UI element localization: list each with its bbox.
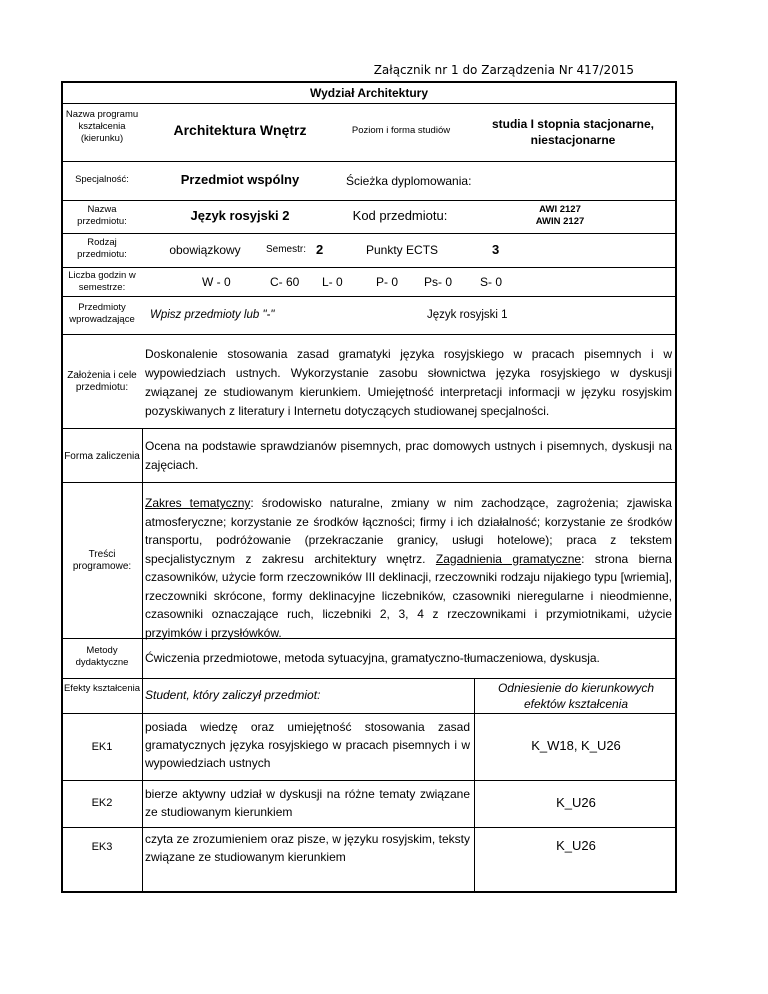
type-value: obowiązkowy bbox=[169, 243, 241, 257]
path-label: Ścieżka dyplomowania: bbox=[346, 174, 472, 188]
grammar-text: : strona bierna czasowników, użycie form rzeczowników III deklinacji, rzeczowniki rodzaju nijakiego typu [wriemia], rzeczowniki skrócone, formy deklinacyjne liczebników, czasowniki nieregularne i nieodmienne, czasowniki oznaczające ruch, liczebniki 2, 3, 4 z rzeczownikami i przymiotnikami, użycie przyimków i przysłówków. bbox=[145, 551, 672, 640]
attachment-note: Załącznik nr 1 do Zarządzenia Nr 417/2015 bbox=[373, 63, 634, 77]
student-header: Student, który zaliczył przedmiot: bbox=[145, 688, 321, 702]
prereq-hint: Wpisz przedmioty lub "-" bbox=[150, 309, 275, 321]
ek2-text: bierze aktywny udział w dyskusji na różne tematy związane ze studiowanym kierunkiem bbox=[145, 787, 470, 819]
program-value: Architektura Wnętrz bbox=[173, 122, 307, 138]
semester-label: Semestr: bbox=[266, 244, 307, 255]
column-divider bbox=[142, 428, 143, 893]
scope-label: Zakres tematyczny bbox=[145, 496, 251, 510]
outcomes-label: Efekty kształcenia bbox=[63, 683, 141, 694]
divider bbox=[61, 482, 677, 483]
divider bbox=[61, 233, 677, 234]
hours-w: W - 0 bbox=[202, 275, 231, 289]
subject-value: Język rosyjski 2 bbox=[190, 208, 290, 223]
divider bbox=[61, 428, 677, 429]
hours-l: L- 0 bbox=[322, 275, 343, 289]
hours-label: Liczba godzin w semestrze: bbox=[68, 270, 136, 293]
divider bbox=[61, 827, 677, 828]
level-value: studia I stopnia stacjonarne, niestacjonarne bbox=[491, 117, 655, 147]
methods-label: Metody dydaktyczne bbox=[75, 645, 129, 668]
divider bbox=[61, 678, 677, 679]
program-label: Nazwa programu kształcenia (kierunku) bbox=[65, 109, 139, 144]
code-value-1: AWI 2127 bbox=[539, 204, 581, 215]
content-label: Treści programowe: bbox=[72, 549, 132, 572]
grammar-label: Zagadnienia gramatyczne bbox=[435, 551, 582, 566]
hours-s: S- 0 bbox=[480, 275, 503, 289]
divider bbox=[61, 103, 677, 104]
ek1-text: posiada wiedzę oraz umiejętność stosowania zasad gramatycznych języka rosyjskiego w pracach pisemnych i w wypowiedziach ustnych bbox=[145, 720, 470, 770]
specialty-value: Przedmiot wspólny bbox=[180, 172, 300, 187]
hours-c: C- 60 bbox=[270, 275, 300, 289]
subject-label: Nazwa przedmiotu: bbox=[77, 204, 127, 227]
divider bbox=[61, 713, 677, 714]
methods-text: Ćwiczenia przedmiotowe, metoda sytuacyjna, gramatyczno-tłumaczeniowa, dyskusja. bbox=[145, 651, 600, 665]
ek1-ref: K_W18, K_U26 bbox=[531, 738, 621, 753]
ek1-code: EK1 bbox=[91, 741, 113, 753]
hours-p: P- 0 bbox=[376, 275, 399, 289]
divider bbox=[61, 296, 677, 297]
faculty-title: Wydział Architektury bbox=[309, 86, 429, 100]
divider bbox=[61, 200, 677, 201]
level-label: Poziom i forma studiów bbox=[351, 125, 451, 136]
assessment-label: Forma zaliczenia bbox=[64, 451, 140, 462]
prereq-label: Przedmioty wprowadzające bbox=[69, 302, 135, 325]
goals-text: Doskonalenie stosowania zasad gramatyki języka rosyjskiego w pracach pisemnych i w wypowiedziach ustnych. Wykorzystanie zasobu słownictwa języka rosyjskiego w dyskusji związanej ze studiowanym kierunkiem. Umiejętność interpretacji informacji w języku rosyjskim pozyskiwanych z literatury i Internetu dotyczących studiowanej specjalności. bbox=[145, 347, 672, 418]
semester-value: 2 bbox=[316, 242, 324, 257]
ek2-code: EK2 bbox=[91, 797, 113, 809]
ek3-text: czyta ze zrozumieniem oraz pisze, w języku rosyjskim, teksty związane ze studiowanym kierunkiem bbox=[145, 832, 470, 864]
type-label: Rodzaj przedmiotu: bbox=[77, 237, 127, 260]
divider bbox=[61, 267, 677, 268]
assessment-text: Ocena na podstawie sprawdzianów pisemnych, prac domowych ustnych i pisemnych, dyskusji na zajęciach. bbox=[145, 439, 672, 472]
column-divider bbox=[474, 678, 475, 893]
divider bbox=[61, 161, 677, 162]
divider bbox=[61, 334, 677, 335]
specialty-label: Specjalność: bbox=[75, 174, 129, 185]
content-text bbox=[145, 494, 672, 642]
prereq-value: Język rosyjski 1 bbox=[427, 309, 508, 321]
code-value-2: AWIN 2127 bbox=[535, 216, 585, 227]
ek3-code: EK3 bbox=[91, 841, 113, 853]
scope-text: : środowisko naturalne, zmiany w nim zachodzące, zagrożenia; zjawiska atmosferyczne; korzystanie ze środków łączności; firmy i ich działalność; korzystanie ze środków transportu, podróżowanie (przekraczanie granicy, usługi hotelowe); praca z tekstem specjalistycznym z zakresu architektury wnętrz. bbox=[145, 496, 672, 566]
ref-header: Odniesienie do kierunkowych efektów kształcenia bbox=[497, 681, 655, 711]
ects-value: 3 bbox=[492, 242, 500, 257]
code-label: Kod przedmiotu: bbox=[352, 208, 448, 223]
divider bbox=[61, 780, 677, 781]
ek3-ref: K_U26 bbox=[556, 838, 596, 853]
hours-ps: Ps- 0 bbox=[424, 275, 453, 289]
goals-label: Założenia i cele przedmiotu: bbox=[67, 370, 137, 393]
ects-label: Punkty ECTS bbox=[366, 243, 439, 257]
ek2-ref: K_U26 bbox=[556, 795, 596, 810]
